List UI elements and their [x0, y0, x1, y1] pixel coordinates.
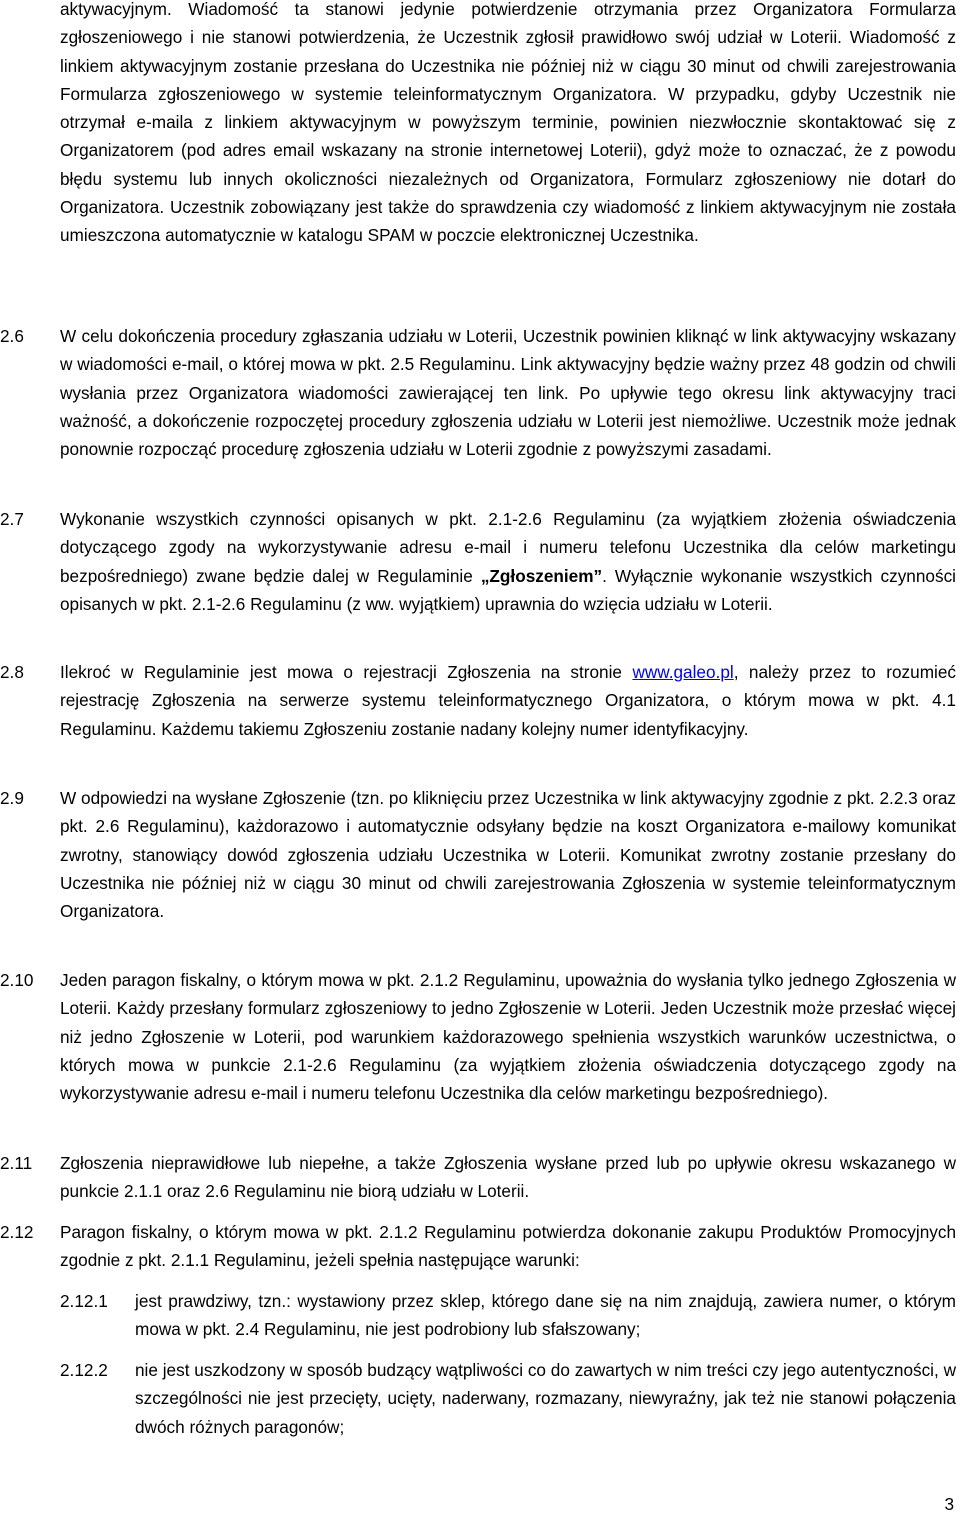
- lead-paragraph: aktywacyjnym. Wiadomość ta stanowi jedynie potwierdzenie otrzymania przez Organizatora Formularza zgłoszeniowego i nie stanowi potwierdzenia, że Uczestnik zgłosił prawidłowo swój udział w Loterii. Wiadomość z linkiem aktywacyjnym zostanie przesłana do Uczestnika nie później niż w ciągu 30 minut od chwili zarejestrowania Formularza zgłoszeniowego w systemie teleinformatycznym Organizatora. W przypadku, gdyby Uczestnik nie otrzymał e-maila z linkiem aktywacyjnym w powyższym terminie, powinien niezwłocznie skontaktować się z Organizatorem (pod adres email wskazany na stronie internetowej Loterii), gdyż może to oznaczać, że z powodu błędu systemu lub innych okoliczności niezależnych od Organizatora, Formularz zgłoszeniowy nie dotarł do Organizatora. Uczestnik zobowiązany jest także do sprawdzenia czy wiadomość z linkiem aktywacyjnym nie została umieszczona automatycznie w katalogu SPAM w poczcie elektronicznej Uczestnika.: [60, 0, 956, 246]
- section-text-part: Ilekroć w Regulaminie jest mowa o rejestracji Zgłoszenia na stronie: [60, 662, 633, 682]
- section-text-part: , należy przez to rozumieć rejestrację Zgłoszenia na serwerze systemu teleinformatycznego Organizatora, o którym mowa w pkt. 4.1 Regulaminu. Każdemu takiemu Zgłoszeniu zostanie nadany kolejny numer identyfikacyjny.: [60, 662, 956, 739]
- subsection-number: 2.12.2: [60, 1360, 108, 1380]
- section-2-8: [0, 658, 956, 743]
- section-text: Zgłoszenia nieprawidłowe lub niepełne, a także Zgłoszenia wysłane przed lub po upływie okresu wskazanego w punkcie 2.1.1 oraz 2.6 Regulaminu nie biorą udziału w Loterii.: [60, 1153, 956, 1202]
- section-2-7: [0, 505, 956, 618]
- section-text: Jeden paragon fiskalny, o którym mowa w pkt. 2.1.2 Regulaminu, upoważnia do wysłania tylko jednego Zgłoszenia w Loterii. Każdy przesłany formularz zgłoszeniowy to jedno Zgłoszenie w Loterii. Jeden Uczestnik może przesłać więcej niż jedno Zgłoszenie w Loterii, pod warunkiem każdorazowego spełnienia wszystkich warunków uczestnictwa, o których mowa w punkcie 2.1-2.6 Regulaminu (za wyjątkiem złożenia oświadczenia dotyczącego zgody na wykorzystywanie adresu e-mail i numeru telefonu Uczestnika dla celów marketingu bezpośredniego).: [60, 970, 956, 1104]
- section-number: 2.6: [0, 326, 24, 346]
- section-2-11: [0, 1149, 956, 1206]
- page-number: 3: [944, 1494, 954, 1514]
- galeo-website-link[interactable]: www.galeo.pl: [632, 662, 734, 682]
- section-2-9: [0, 784, 956, 925]
- section-number: 2.10: [0, 970, 34, 990]
- section-text: W odpowiedzi na wysłane Zgłoszenie (tzn. po kliknięciu przez Uczestnika w link aktywacyjny zgodnie z pkt. 2.2.3 oraz pkt. 2.6 Regulaminu), każdorazowo i automatycznie odsyłany będzie na koszt Organizatora e-mailowy komunikat zwrotny, stanowiący dowód zgłoszenia udziału Uczestnika w Loterii. Komunikat zwrotny zostanie przesłany do Uczestnika nie później niż w ciągu 30 minut od chwili zarejestrowania Zgłoszenia w systemie teleinformatycznym Organizatora.: [60, 788, 956, 922]
- section-number: 2.7: [0, 509, 24, 529]
- section-number: 2.11: [0, 1153, 33, 1173]
- section-2-12: [0, 1218, 956, 1275]
- section-text-part: Wykonanie wszystkich czynności opisanych w pkt. 2.1-2.6 Regulaminu (za wyjątkiem złożenia oświadczenia dotyczącego zgody na wykorzystywanie adresu e-mail i numeru telefonu Uczestnika dla celów marketingu bezpośredniego) zwane będzie dalej w Regulaminie: [60, 509, 956, 586]
- section-text-part: . Wyłącznie wykonanie wszystkich czynności opisanych w pkt. 2.1-2.6 Regulaminu (z ww. wyjątkiem) uprawnia do wzięcia udziału w Loterii.: [60, 565, 956, 614]
- section-number: 2.9: [0, 788, 24, 808]
- subsection-text: jest prawdziwy, tzn.: wystawiony przez sklep, którego dane się na nim znajdują, zawiera numer, o którym mowa w pkt. 2.4 Regulaminu, nie jest podrobiony lub sfałszowany;: [135, 1291, 956, 1340]
- defined-term-zgloszenie: „Zgłoszeniem”: [480, 565, 603, 586]
- section-text: Paragon fiskalny, o którym mowa w pkt. 2.1.2 Regulaminu potwierdza dokonanie zakupu Produktów Promocyjnych zgodnie z pkt. 2.1.1 Regulaminu, jeżeli spełnia następujące warunki:: [60, 1222, 956, 1271]
- subsection-2-12-1: [60, 1287, 956, 1344]
- section-text: [60, 658, 956, 743]
- section-2-6: [0, 322, 956, 463]
- subsection-2-12-2: [60, 1356, 956, 1441]
- section-2-10: [0, 966, 956, 1107]
- section-text: [60, 505, 956, 618]
- subsection-text: nie jest uszkodzony w sposób budzący wątpliwości co do zawartych w nim treści czy jego autentyczności, w szczególności nie jest przecięty, ucięty, naderwany, rozmazany, niewyraźny, jak też nie stanowi połączenia dwóch różnych paragonów;: [135, 1360, 956, 1437]
- section-text: W celu dokończenia procedury zgłaszania udziału w Loterii, Uczestnik powinien kliknąć w link aktywacyjny wskazany w wiadomości e-mail, o której mowa w pkt. 2.5 Regulaminu. Link aktywacyjny będzie ważny przez 48 godzin od chwili wysłania przez Organizatora wiadomości zawierającej ten link. Po upływie tego okresu link aktywacyjny traci ważność, a dokończenie rozpoczętej procedury zgłoszenia udziału w Loterii jest niemożliwe. Uczestnik może jednak ponownie rozpocząć procedurę zgłoszenia udziału w Loterii zgodnie z powyższymi zasadami.: [60, 326, 956, 460]
- section-number: 2.12: [0, 1222, 34, 1242]
- subsection-number: 2.12.1: [60, 1291, 108, 1311]
- section-number: 2.8: [0, 662, 24, 682]
